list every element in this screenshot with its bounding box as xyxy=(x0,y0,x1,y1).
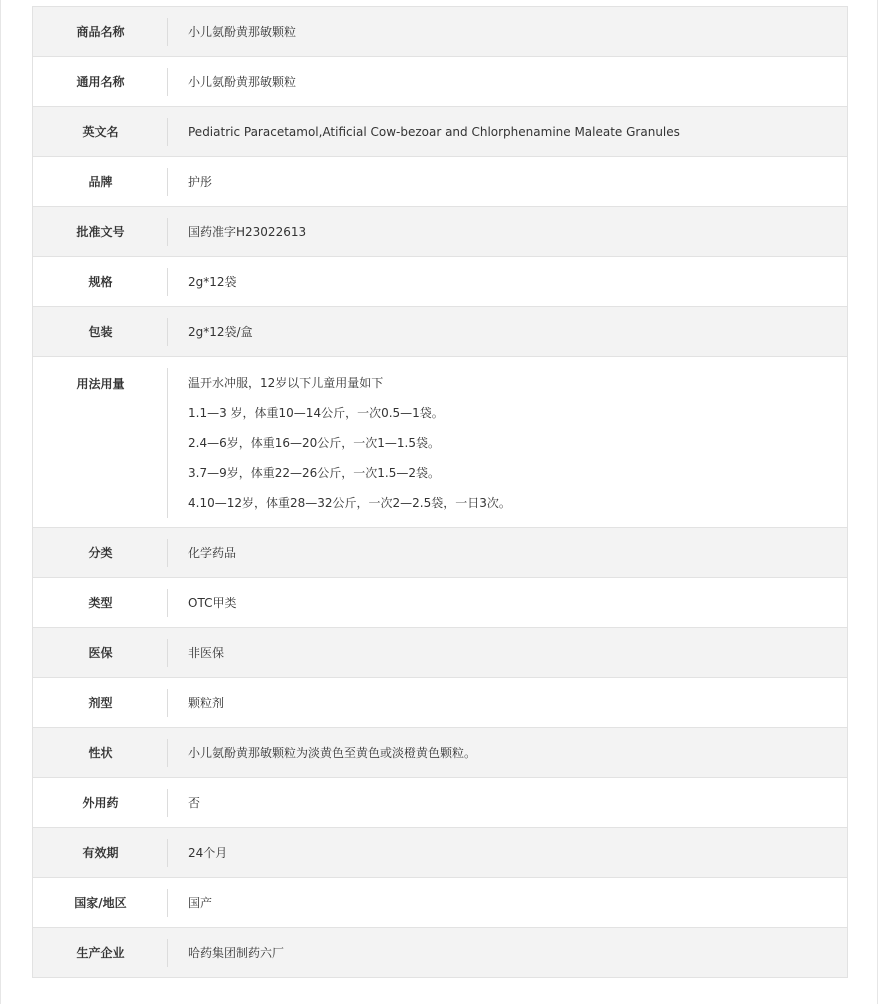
spec-row-dosage xyxy=(33,357,847,528)
spec-value: 国药准字H23022613 xyxy=(188,225,307,239)
spec-row-specification xyxy=(33,257,847,307)
spec-row-shelf-life xyxy=(33,828,847,878)
spec-label: 英文名 xyxy=(33,107,168,156)
spec-label: 医保 xyxy=(33,628,168,677)
spec-label: 通用名称 xyxy=(33,57,168,106)
spec-label: 分类 xyxy=(33,528,168,577)
spec-label: 商品名称 xyxy=(33,7,168,56)
spec-row-english-name xyxy=(33,107,847,157)
spec-row-generic-name xyxy=(33,57,847,107)
spec-row-approval-number xyxy=(33,207,847,257)
spec-value: 小儿氨酚黄那敏颗粒 xyxy=(188,25,297,39)
spec-row-type xyxy=(33,578,847,628)
dosage-line: 2.4—6岁，体重16—20公斤，一次1—1.5袋。 xyxy=(188,436,440,450)
spec-row-dosage-form xyxy=(33,678,847,728)
spec-value: 哈药集团制药六厂 xyxy=(188,946,285,960)
spec-label: 批准文号 xyxy=(33,207,168,256)
spec-row-appearance xyxy=(33,728,847,778)
spec-row-package xyxy=(33,307,847,357)
spec-row-manufacturer xyxy=(33,928,847,978)
spec-value: 颗粒剂 xyxy=(188,696,225,710)
spec-label: 用法用量 xyxy=(33,357,168,527)
spec-value: OTC甲类 xyxy=(188,596,237,610)
spec-value: 2g*12袋 xyxy=(188,275,237,289)
spec-label: 生产企业 xyxy=(33,928,168,977)
spec-value: 护彤 xyxy=(188,175,213,189)
spec-label: 有效期 xyxy=(33,828,168,877)
spec-row-product-name xyxy=(33,7,847,57)
spec-label: 类型 xyxy=(33,578,168,627)
dosage-line: 3.7—9岁，体重22—26公斤，一次1.5—2袋。 xyxy=(188,466,440,480)
spec-label: 外用药 xyxy=(33,778,168,827)
dosage-line: 温开水冲服，12岁以下儿童用量如下 xyxy=(188,376,384,390)
dosage-line: 4.10—12岁，体重28—32公斤，一次2—2.5袋，一日3次。 xyxy=(188,496,511,510)
product-spec-table xyxy=(32,6,848,978)
spec-row-country xyxy=(33,878,847,928)
spec-row-insurance xyxy=(33,628,847,678)
spec-value: 小儿氨酚黄那敏颗粒 xyxy=(188,75,297,89)
spec-value: 否 xyxy=(188,796,201,810)
spec-label: 国家/地区 xyxy=(33,878,168,927)
spec-label: 包装 xyxy=(33,307,168,356)
spec-row-brand xyxy=(33,157,847,207)
spec-value: 24个月 xyxy=(188,846,228,860)
spec-value-dosage xyxy=(168,357,847,527)
spec-value: 2g*12袋/盒 xyxy=(188,325,253,339)
spec-label: 品牌 xyxy=(33,157,168,206)
frame-left-border xyxy=(0,0,1,1004)
spec-row-external-use xyxy=(33,778,847,828)
spec-label: 性状 xyxy=(33,728,168,777)
spec-row-category xyxy=(33,528,847,578)
spec-value: 非医保 xyxy=(188,646,225,660)
dosage-line: 1.1—3 岁，体重10—14公斤，一次0.5—1袋。 xyxy=(188,406,444,420)
spec-label: 规格 xyxy=(33,257,168,306)
spec-value: 小儿氨酚黄那敏颗粒为淡黄色至黄色或淡橙黄色颗粒。 xyxy=(188,746,477,760)
spec-value: Pediatric Paracetamol,Atificial Cow-bezoar and Chlorphenamine Maleate Granules xyxy=(188,124,680,139)
spec-label: 剂型 xyxy=(33,678,168,727)
spec-value: 化学药品 xyxy=(188,546,237,560)
spec-value: 国产 xyxy=(188,896,213,910)
